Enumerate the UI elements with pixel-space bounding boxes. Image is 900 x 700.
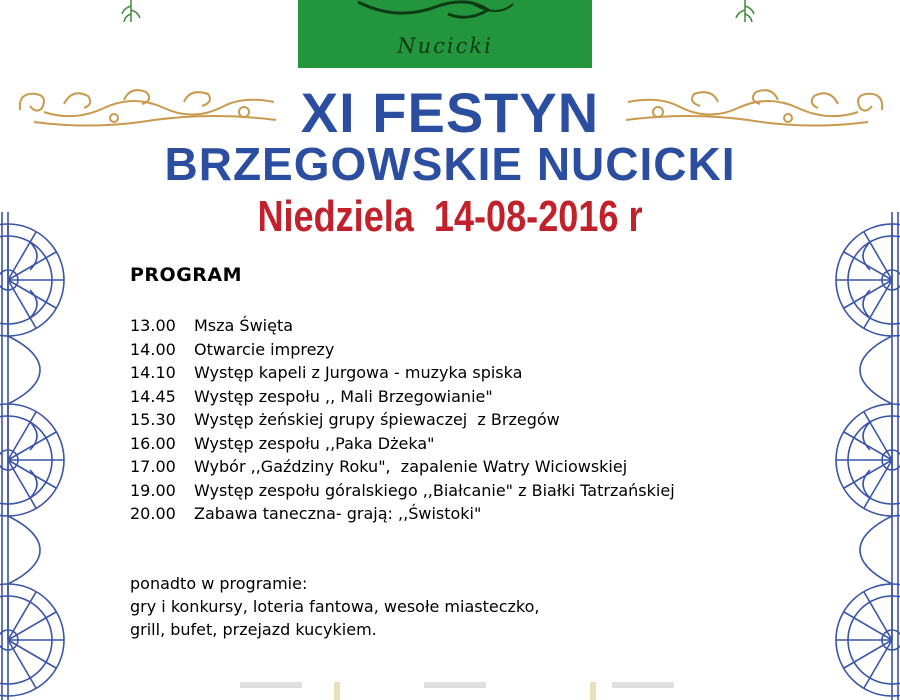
lace-rosette-icon [836, 224, 900, 336]
schedule-item [130, 316, 675, 340]
logo-swirl-icon [298, 0, 592, 30]
festival-subtitle: BRZEGOWSKIE NUCICKI [164, 138, 736, 190]
schedule-time: 14.10 [130, 363, 176, 382]
schedule-item [130, 504, 675, 528]
schedule-time: 14.45 [130, 386, 176, 406]
schedule-time: 13.00 [130, 316, 176, 335]
schedule-event: Występ zespołu ,,Paka Dżeka" [194, 433, 435, 453]
schedule-time: 14.00 [130, 339, 176, 359]
lace-rosette-icon [0, 224, 64, 336]
lace-rosette-icon [836, 584, 900, 696]
schedule-event: Zabawa taneczna- grają: ,,Świstoki" [194, 504, 482, 523]
schedule-item [130, 387, 675, 411]
schedule-item [130, 340, 675, 364]
attractions-line: grill, bufet, przejazd kucykiem. [130, 620, 377, 639]
schedule-item [130, 457, 675, 481]
schedule-event: Msza Święta [194, 316, 294, 335]
schedule-event: Występ zespołu ,, Mali Brzegowianie" [194, 386, 493, 406]
schedule-time: 15.30 [130, 410, 176, 429]
additional-attractions [130, 572, 539, 641]
schedule-item [130, 363, 675, 387]
program-schedule [130, 316, 675, 528]
schedule-time: 19.00 [130, 480, 176, 500]
lace-rosette-icon [0, 404, 64, 516]
sponsor-logo [612, 682, 674, 688]
schedule-time: 16.00 [130, 433, 176, 453]
logo-text: Nucicki [397, 34, 493, 58]
schedule-item [130, 434, 675, 458]
schedule-event: Występ żeńskiej grupy śpiewaczej z Brzegów [194, 410, 560, 429]
lace-border-left [0, 212, 70, 700]
schedule-event: Otwarcie imprezy [194, 339, 335, 359]
sponsor-logo [424, 682, 486, 688]
schedule-event: Występ zespołu góralskiego ,,Białcanie" z Białki Tatrzańskiej [194, 480, 675, 500]
festival-logo [298, 0, 592, 68]
leaf-sprig-right-icon [732, 0, 758, 26]
schedule-event: Występ kapeli z Jurgowa - muzyka spiska [194, 363, 523, 382]
sponsor-logo [240, 682, 302, 688]
program-heading: PROGRAM [130, 264, 243, 286]
schedule-time: 17.00 [130, 457, 176, 476]
attractions-line: gry i konkursy, loteria fantowa, wesołe miasteczko, [130, 597, 540, 616]
schedule-event: Wybór ,,Gaździny Roku", zapalenie Watry Wiciowskiej [194, 457, 628, 476]
sponsor-divider [590, 682, 596, 700]
sponsor-strip [230, 682, 690, 700]
event-date: Niedziela 14-08-2016 r [257, 192, 643, 241]
lace-border-right [830, 212, 900, 700]
schedule-item [130, 410, 675, 434]
schedule-time: 20.00 [130, 504, 176, 523]
lace-rosette-icon [0, 584, 64, 696]
schedule-item [130, 481, 675, 505]
lace-rosette-icon [836, 404, 900, 516]
leaf-sprig-left-icon [118, 0, 144, 26]
festival-title: XI FESTYN [300, 81, 600, 144]
attractions-intro: ponadto w programie: [130, 574, 308, 593]
sponsor-divider [334, 682, 340, 700]
